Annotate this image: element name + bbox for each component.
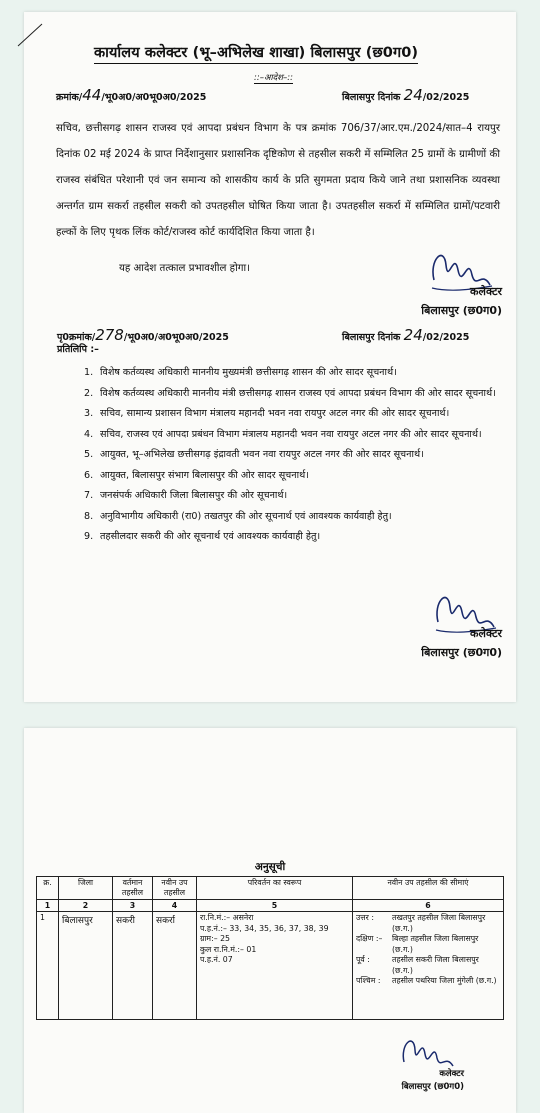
ref-number: 44 [82,86,102,104]
list-item-text: आयुक्त, बिलासपुर संभाग बिलासपुर की ओर सादर सूचनार्थ। [100,469,309,481]
order-date [342,86,469,104]
boundary-row [356,913,500,934]
boundary-lines [356,913,500,987]
boundary-direction: पूर्व : [356,955,370,964]
list-item-number: 2. [84,387,94,399]
column-number-row [37,900,504,912]
list-item-number: 3. [84,408,94,419]
copy-date-suffix: /02/2025 [422,332,470,343]
boundary-value: बिल्हा तहसील जिला बिलासपुर (छ.ग.) [392,934,479,954]
signature-block-1 [394,284,502,318]
col-number: 2 [59,900,113,912]
date-day: 24 [403,86,423,104]
list-item-text: आयुक्त, भू–अभिलेख छत्तीसगढ़ इंद्रावती भवन नवा रायपुर अटल नगर की ओर सादर सूचनार्थ। [100,449,424,460]
list-item-text: सचिव, राजस्व एवं आपदा प्रबंधन विभाग मंत्रालय महानदी भवन नवा रायपुर अटल नगर की ओर सादर सूचनार्थ। [100,428,482,440]
col-number: 6 [353,900,504,912]
sign-place-3: बिलासपुर (छ0ग0) [401,1082,464,1092]
change-line: ग्राम:– 25 [200,934,231,943]
change-line: प.ह.नं. 07 [200,955,233,964]
copy-ref-prefix: पृ0क्रमांक/ [57,332,96,343]
boundary-direction: दक्षिण :– [356,934,383,943]
list-item [84,385,504,403]
table-row [37,912,504,1020]
signature-block-2 [394,626,502,660]
boundary-value: तहसील पथरिया जिला मुंगेली (छ.ग.) [392,976,497,985]
cell-current-tehsil: सकरी [113,912,153,1020]
col-header-new-sub-tehsil: नवीन उप तहसील [153,877,197,900]
list-item-text: विशेष कर्तव्यस्थ अधिकारी माननीय मुख्यमंत्री छत्तीसगढ़ शासन की ओर सादर सूचनार्थ। [100,367,397,378]
list-item [84,426,504,444]
sign-title-2: कलेक्टर [470,627,502,640]
col-number: 5 [197,900,353,912]
list-item [84,508,504,526]
sign-title: कलेक्टर [470,285,502,298]
list-item-number: 5. [84,449,94,460]
list-item-text: जनसंपर्क अधिकारी जिला बिलासपुर की ओर सूचनार्थ। [100,490,288,501]
schedule-title: अनुसूची [254,861,286,873]
header-row [37,877,504,900]
boundary-row [356,934,500,955]
pen-mark [16,20,46,50]
sign-title-3: कलेक्टर [439,1069,464,1079]
change-line: कुल रा.नि.मं.:– 01 [200,944,257,954]
change-line: रा.नि.मं.:– असनेरा [200,913,254,922]
col-header-current-tehsil: वर्तमान तहसील [113,877,153,900]
order-page [24,12,516,702]
date-prefix: बिलासपुर दिनांक [342,92,401,103]
boundary-value: तखतपुर तहसील जिला बिलासपुर (छ.ग.) [392,913,486,933]
copies-list [84,364,504,549]
cell-district: बिलासपुर [59,912,113,1020]
col-number: 4 [153,900,197,912]
order-label: ::–आदेश–:: [254,73,293,83]
copy-date [342,326,469,344]
list-item-text: विशेष कर्तव्यस्थ अधिकारी माननीय मंत्री छत्तीसगढ़ शासन राजस्व एवं आपदा प्रबंधन विभाग की ओर सादर सूचनार्थ। [100,387,496,399]
boundary-direction: उत्तर : [356,913,374,922]
schedule-table [36,876,504,1020]
copies-label: प्रतिलिपि :– [57,344,99,355]
col-header-sr: क्र. [37,877,59,900]
date-suffix: /02/2025 [422,92,470,103]
col-number: 1 [37,900,59,912]
col-header-district: जिला [59,877,113,900]
col-header-boundaries: नवीन उप तहसील की सीमाएं [353,877,504,900]
order-body: सचिव, छत्तीसगढ़ शासन राजस्व एवं आपदा प्रबंधन विभाग के पत्र क्रमांक 706/37/आर.एम./2024/सात–4 रायपुर दिनांक 02 मई 2024 के प्राप्त निर्देशानुसार प्रशासनिक दृष्टिकोण से तहसील सकरी में सम्मिलित 25 ग्रामों के ग्रामीणों की राजस्व संबंधित परेशानी एवं जन समान्य को शासकीय कार्य के प्रति सुगमता प्रदाय किये जाने तथा प्रशासनिक व्यवस्था अन्तर्गत ग्राम सकर्रा तहसील सकरी को उपतहसील घोषित किया जाता है। उपतहसील सकर्रा में सम्मिलित ग्रामों/पटवारी हल्कों के लिए पृथक लिंक कोर्ट/राजस्व कोर्ट कार्यदिशित किया जाता है। [56,123,500,238]
copy-ref-number: 278 [95,326,124,344]
schedule-page [24,728,516,1113]
list-item-number: 7. [84,490,94,501]
boundary-row [356,955,500,976]
sign-place-2: बिलासपुर (छ0ग0) [421,646,502,659]
change-line: प.ह.नं.:– 33, 34, 35, 36, 37, 38, 39 [200,923,329,933]
copy-date-day: 24 [403,326,423,344]
cell-boundaries [353,912,504,1020]
boundary-value: तहसील सकरी जिला बिलासपुर (छ.ग.) [392,955,479,975]
list-item [84,364,504,382]
list-item-number: 1. [84,367,94,378]
sign-place: बिलासपुर (छ0ग0) [421,304,502,317]
copy-date-prefix: बिलासपुर दिनांक [342,332,401,343]
cell-new-sub-tehsil: सकर्रा [153,912,197,1020]
cell-change [197,912,353,1020]
office-title: कार्यालय कलेक्टर (भू–अभिलेख शाखा) बिलासपुर (छ0ग0) [94,42,418,64]
ref-suffix: /भू0अ0/अ0भू0अ0/2025 [101,92,207,103]
cell-sr: 1 [37,912,59,1020]
list-item-text: अनुविभागीय अधिकारी (रा0) तखतपुर की ओर सूचनार्थ एवं आवश्यक कार्यवाही हेतु। [100,510,392,522]
list-item [84,405,504,423]
change-lines [200,913,349,966]
list-item [84,467,504,485]
effective-statement: यह आदेश तत्काल प्रभावशील होगा। [119,263,250,274]
copy-ref-suffix: /भू0अ0/अ0भू0अ0/2025 [123,332,229,343]
list-item-text: तहसीलदार सकरी की ओर सूचनार्थ एवं आवश्यक कार्यवाही हेतु। [100,531,321,542]
ref-prefix: क्रमांक/ [56,92,83,103]
boundary-direction: पश्चिम : [356,976,381,985]
list-item [84,446,504,464]
list-item-number: 8. [84,510,94,522]
list-item-number: 9. [84,531,94,542]
col-header-change: परिवर्तन का स्वरूप [197,877,353,900]
list-item-number: 4. [84,428,94,440]
list-item-number: 6. [84,469,94,481]
boundary-row [356,976,500,987]
list-item [84,487,504,505]
list-item [84,528,504,546]
col-number: 3 [113,900,153,912]
list-item-text: सचिव, सामान्य प्रशासन विभाग मंत्रालय महानदी भवन नवा रायपुर अटल नगर की ओर सादर सूचनार्थ। [100,408,450,419]
signature-block-3 [374,1068,464,1092]
order-reference [56,86,206,104]
